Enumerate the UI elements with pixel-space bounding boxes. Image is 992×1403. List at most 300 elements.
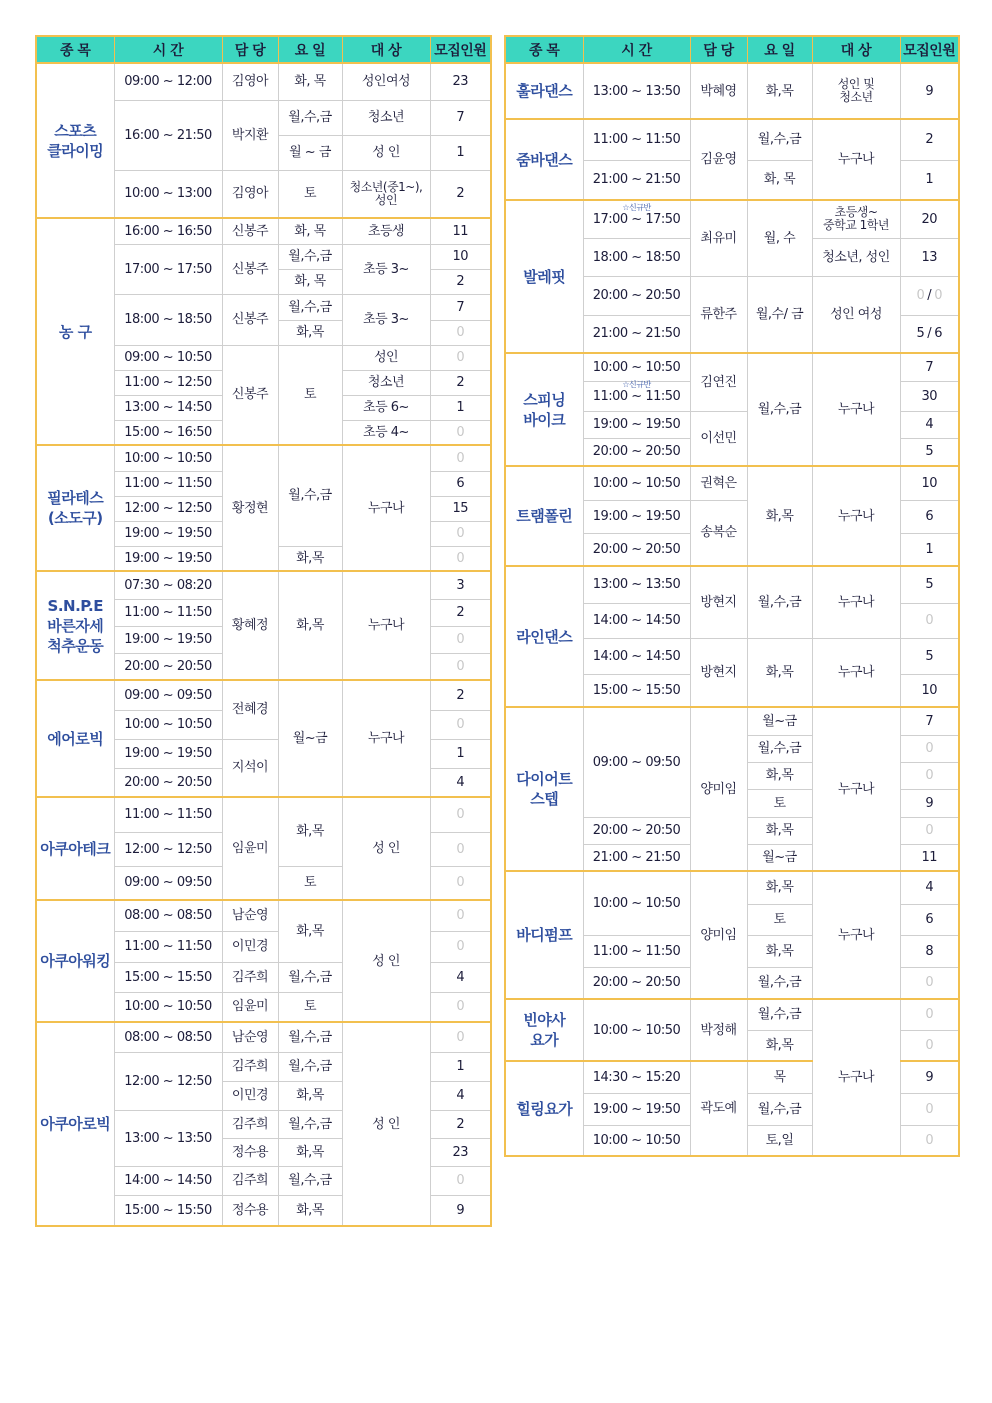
count-separator: / — [927, 326, 932, 342]
time-cell: 07:30 ~ 08:20 — [114, 571, 222, 599]
time-cell: 16:00 ~ 16:50 — [114, 218, 222, 244]
category-cell: S.N.P.E 바른자세 척추운동 — [36, 571, 114, 680]
target-cell: 청소년, 성인 — [812, 238, 900, 276]
teacher-cell: 양미임 — [690, 871, 747, 999]
count-cell: 6 — [430, 471, 491, 496]
days-cell: 화, 목 — [278, 218, 342, 244]
target-cell: 초등 3~ — [342, 294, 430, 345]
time-cell: 20:00 ~ 20:50 — [583, 967, 690, 999]
time-cell: 15:00 ~ 15:50 — [583, 674, 690, 707]
count-cell: 0 — [430, 992, 491, 1022]
category-cell: 필라테스 (소도구) — [36, 445, 114, 571]
target-cell: 누구나 — [812, 871, 900, 999]
count-cell: 4 — [430, 962, 491, 992]
count-cell: 10 — [900, 674, 959, 707]
time-cell: 20:00 ~ 20:50 — [583, 438, 690, 466]
time-cell: 09:00 ~ 12:00 — [114, 63, 222, 100]
count-separator: / — [927, 288, 932, 303]
time-cell: 20:00 ~ 20:50 — [114, 653, 222, 680]
time-cell: 10:00 ~ 10:50 — [583, 1125, 690, 1156]
time-cell: 18:00 ~ 18:50 — [583, 238, 690, 276]
days-cell: 토 — [278, 170, 342, 218]
count-cell: 23 — [430, 1138, 491, 1166]
days-cell: 화,목 — [747, 638, 812, 707]
time-with-badge — [592, 379, 681, 404]
days-cell: 토 — [747, 789, 812, 817]
days-cell: 월, 수 — [747, 200, 812, 276]
teacher-cell: 박정해 — [690, 999, 747, 1061]
header-row — [36, 36, 491, 63]
time-cell: 20:00 ~ 20:50 — [583, 276, 690, 315]
count-cell: 0 — [900, 967, 959, 999]
target-cell: 청소년(중1~), 성인 — [342, 170, 430, 218]
count-total: 0 — [934, 288, 942, 303]
count-cell: 2 — [430, 170, 491, 218]
teacher-cell: 신봉주 — [222, 294, 278, 345]
target-cell: 누구나 — [812, 638, 900, 707]
time-with-badge — [592, 202, 681, 227]
count-cell — [900, 315, 959, 353]
count-cell: 7 — [900, 353, 959, 381]
days-cell: 월,수,금 — [278, 294, 342, 320]
count-cell: 0 — [900, 762, 959, 789]
days-cell: 월,수/ 금 — [747, 276, 812, 353]
days-cell: 월,수,금 — [278, 244, 342, 269]
time-cell: 15:00 ~ 15:50 — [114, 1195, 222, 1226]
target-cell: 청소년 — [342, 100, 430, 135]
header-count: 모집인원 — [900, 36, 959, 63]
time-cell: 10:00 ~ 10:50 — [114, 445, 222, 471]
table-row — [36, 900, 491, 931]
header-teacher: 담 당 — [690, 36, 747, 63]
count-cell: 0 — [900, 1093, 959, 1125]
target-cell: 누구나 — [812, 999, 900, 1156]
count-cell: 0 — [430, 866, 491, 900]
time-cell: 09:00 ~ 09:50 — [583, 707, 690, 817]
count-cell: 2 — [430, 680, 491, 710]
teacher-cell: 황정현 — [222, 445, 278, 571]
category-cell: 스포츠 클라이밍 — [36, 63, 114, 218]
count-current: 0 — [916, 288, 925, 303]
count-cell: 2 — [430, 1110, 491, 1138]
teacher-cell: 신봉주 — [222, 218, 278, 244]
time-cell: 12:00 ~ 12:50 — [114, 832, 222, 866]
time-cell: 09:00 ~ 10:50 — [114, 345, 222, 370]
header-teacher: 담 당 — [222, 36, 278, 63]
teacher-cell: 방현지 — [690, 638, 747, 707]
schedule-table-right — [504, 35, 960, 1157]
count-current: 5 — [916, 326, 925, 342]
time-cell: 09:00 ~ 09:50 — [114, 866, 222, 900]
time-cell: 20:00 ~ 20:50 — [114, 768, 222, 797]
category-cell: 아쿠아테크 — [36, 797, 114, 900]
teacher-cell: 박지환 — [222, 100, 278, 170]
time-cell: 18:00 ~ 18:50 — [114, 294, 222, 345]
days-cell: 월,수,금 — [747, 735, 812, 762]
header-time: 시 간 — [583, 36, 690, 63]
count-cell: 5 — [900, 638, 959, 674]
time-cell: 10:00 ~ 10:50 — [583, 353, 690, 381]
count-cell: 0 — [430, 710, 491, 739]
teacher-cell: 최유미 — [690, 200, 747, 276]
count-cell: 9 — [900, 63, 959, 119]
teacher-cell: 임윤미 — [222, 992, 278, 1022]
target-cell: 성 인 — [342, 1022, 430, 1226]
count-cell: 0 — [900, 735, 959, 762]
table-row — [36, 680, 491, 710]
days-cell: 월~금 — [747, 844, 812, 871]
count-cell: 0 — [900, 1125, 959, 1156]
teacher-cell: 이선민 — [690, 411, 747, 466]
count-cell: 0 — [430, 900, 491, 931]
days-cell: 월,수,금 — [747, 566, 812, 638]
count-cell: 0 — [430, 1022, 491, 1052]
count-cell: 2 — [430, 599, 491, 626]
table-row — [505, 707, 959, 735]
table-row — [36, 63, 491, 100]
count-cell: 0 — [430, 931, 491, 962]
days-cell: 화, 목 — [278, 63, 342, 100]
days-cell: 화,목 — [278, 1081, 342, 1110]
teacher-cell: 김영아 — [222, 63, 278, 100]
schedule-table-left — [35, 35, 492, 1227]
time-cell: 12:00 ~ 12:50 — [114, 496, 222, 521]
teacher-cell: 정수용 — [222, 1138, 278, 1166]
target-cell: 성 인 — [342, 797, 430, 900]
days-cell: 월,수,금 — [278, 1022, 342, 1052]
target-cell: 초등생 — [342, 218, 430, 244]
new-class-badge: ☆신규반 — [622, 202, 651, 212]
header-days: 요 일 — [747, 36, 812, 63]
table-row — [36, 797, 491, 832]
days-cell: 토 — [278, 345, 342, 445]
count-cell: 9 — [430, 1195, 491, 1226]
time-cell: 19:00 ~ 19:50 — [114, 739, 222, 768]
category-cell: 훌라댄스 — [505, 63, 583, 119]
teacher-cell: 남순영 — [222, 900, 278, 931]
count-cell: 10 — [430, 244, 491, 269]
time-cell: 19:00 ~ 19:50 — [114, 546, 222, 571]
days-cell: 화,목 — [278, 900, 342, 962]
count-cell: 0 — [430, 626, 491, 653]
time-cell: 20:00 ~ 20:50 — [583, 533, 690, 566]
days-cell: 화, 목 — [747, 160, 812, 200]
time-cell: 19:00 ~ 19:50 — [583, 1093, 690, 1125]
time-cell: 15:00 ~ 16:50 — [114, 420, 222, 445]
teacher-cell: 김주희 — [222, 1166, 278, 1195]
target-cell: 누구나 — [812, 707, 900, 871]
table-row — [505, 566, 959, 603]
time-cell: 11:00 ~ 11:50 — [114, 931, 222, 962]
table-row — [505, 63, 959, 119]
count-cell: 6 — [900, 500, 959, 533]
time-cell: 10:00 ~ 10:50 — [583, 466, 690, 500]
target-cell: 성 인 — [342, 900, 430, 1022]
time-cell: 13:00 ~ 13:50 — [114, 1110, 222, 1166]
target-cell: 성인 및 청소년 — [812, 63, 900, 119]
header-category: 종 목 — [36, 36, 114, 63]
days-cell: 월,수,금 — [747, 967, 812, 999]
teacher-cell: 이민경 — [222, 1081, 278, 1110]
count-cell: 0 — [430, 445, 491, 471]
time-cell: 10:00 ~ 10:50 — [114, 992, 222, 1022]
category-cell: 줌바댄스 — [505, 119, 583, 200]
time-cell: 16:00 ~ 21:50 — [114, 100, 222, 170]
count-cell: 13 — [900, 238, 959, 276]
count-cell: 9 — [900, 789, 959, 817]
count-cell: 4 — [430, 1081, 491, 1110]
teacher-cell: 전혜경 — [222, 680, 278, 739]
count-cell: 7 — [900, 707, 959, 735]
days-cell: 월,수,금 — [278, 1052, 342, 1081]
count-cell: 7 — [430, 294, 491, 320]
teacher-cell: 곽도예 — [690, 1061, 747, 1156]
count-cell: 15 — [430, 496, 491, 521]
time-cell: 19:00 ~ 19:50 — [583, 411, 690, 438]
teacher-cell: 황혜정 — [222, 571, 278, 680]
time-cell: 21:00 ~ 21:50 — [583, 315, 690, 353]
count-cell: 2 — [430, 370, 491, 395]
count-cell: 5 — [900, 566, 959, 603]
header-target: 대 상 — [812, 36, 900, 63]
count-cell: 4 — [900, 411, 959, 438]
target-cell: 초등 4~ — [342, 420, 430, 445]
teacher-cell: 권혁은 — [690, 466, 747, 500]
category-cell: 에어로빅 — [36, 680, 114, 797]
time-cell: 19:00 ~ 19:50 — [583, 500, 690, 533]
time-cell — [583, 381, 690, 411]
days-cell: 월 ~ 금 — [278, 135, 342, 170]
category-cell: 아쿠아로빅 — [36, 1022, 114, 1226]
teacher-cell: 신봉주 — [222, 345, 278, 445]
count-cell: 0 — [900, 999, 959, 1030]
days-cell: 월,수,금 — [747, 999, 812, 1030]
days-cell: 화,목 — [747, 935, 812, 967]
time-cell: 14:30 ~ 15:20 — [583, 1061, 690, 1093]
count-cell: 0 — [900, 817, 959, 844]
days-cell: 월,수,금 — [278, 1166, 342, 1195]
category-cell: 트램폴린 — [505, 466, 583, 566]
target-cell: 초등 3~ — [342, 244, 430, 294]
days-cell: 화,목 — [747, 817, 812, 844]
time-cell: 14:00 ~ 14:50 — [583, 638, 690, 674]
teacher-cell: 남순영 — [222, 1022, 278, 1052]
days-cell: 목 — [747, 1061, 812, 1093]
count-cell — [900, 276, 959, 315]
time-cell: 13:00 ~ 13:50 — [583, 63, 690, 119]
days-cell: 화,목 — [278, 320, 342, 345]
table-row — [505, 353, 959, 381]
target-cell: 초등생~ 중학교 1학년 — [812, 200, 900, 238]
target-cell: 성인 — [342, 345, 430, 370]
category-cell: 빈야사 요가 — [505, 999, 583, 1061]
teacher-cell: 김윤영 — [690, 119, 747, 200]
count-cell: 0 — [900, 603, 959, 638]
header-target: 대 상 — [342, 36, 430, 63]
target-cell: 청소년 — [342, 370, 430, 395]
days-cell: 화,목 — [747, 466, 812, 566]
time-cell: 11:00 ~ 11:50 — [583, 935, 690, 967]
count-cell: 5 — [900, 438, 959, 466]
days-cell: 화,목 — [747, 1030, 812, 1061]
category-cell: 라인댄스 — [505, 566, 583, 707]
table-row — [505, 999, 959, 1030]
days-cell: 화,목 — [278, 546, 342, 571]
teacher-cell: 박혜영 — [690, 63, 747, 119]
count-cell: 30 — [900, 381, 959, 411]
days-cell: 토 — [278, 866, 342, 900]
table-row — [505, 200, 959, 238]
teacher-cell: 김주희 — [222, 1110, 278, 1138]
target-cell: 누구나 — [342, 571, 430, 680]
time-text: 11:00 ~ 11:50 — [592, 388, 681, 404]
time-cell: 20:00 ~ 20:50 — [583, 817, 690, 844]
table-row — [505, 871, 959, 904]
time-cell: 10:00 ~ 13:00 — [114, 170, 222, 218]
table-row — [36, 1022, 491, 1052]
count-cell: 0 — [430, 653, 491, 680]
count-cell: 0 — [430, 521, 491, 546]
target-cell: 초등 6~ — [342, 395, 430, 420]
count-cell: 4 — [900, 871, 959, 904]
count-cell: 0 — [430, 420, 491, 445]
count-cell: 1 — [900, 533, 959, 566]
count-cell: 1 — [430, 739, 491, 768]
days-cell: 월~금 — [278, 680, 342, 797]
time-cell: 11:00 ~ 12:50 — [114, 370, 222, 395]
count-cell: 11 — [900, 844, 959, 871]
time-cell: 10:00 ~ 10:50 — [114, 710, 222, 739]
time-cell: 09:00 ~ 09:50 — [114, 680, 222, 710]
count-cell: 0 — [430, 797, 491, 832]
teacher-cell: 지석이 — [222, 739, 278, 797]
target-cell: 성 인 — [342, 135, 430, 170]
count-cell: 8 — [900, 935, 959, 967]
days-cell: 토,일 — [747, 1125, 812, 1156]
teacher-cell: 김연진 — [690, 353, 747, 411]
count-cell: 7 — [430, 100, 491, 135]
header-category: 종 목 — [505, 36, 583, 63]
teacher-cell: 김주희 — [222, 1052, 278, 1081]
new-class-badge: ☆신규반 — [622, 379, 651, 389]
count-cell: 2 — [900, 119, 959, 160]
days-cell: 토 — [747, 904, 812, 935]
header-row — [505, 36, 959, 63]
time-cell: 15:00 ~ 15:50 — [114, 962, 222, 992]
target-cell: 성인여성 — [342, 63, 430, 100]
table-row — [36, 445, 491, 471]
table-row — [36, 571, 491, 599]
category-cell: 스피닝 바이크 — [505, 353, 583, 466]
count-cell: 1 — [900, 160, 959, 200]
time-cell: 13:00 ~ 14:50 — [114, 395, 222, 420]
time-cell: 21:00 ~ 21:50 — [583, 160, 690, 200]
count-cell: 10 — [900, 466, 959, 500]
count-cell: 1 — [430, 395, 491, 420]
days-cell: 월,수,금 — [747, 119, 812, 160]
target-cell: 누구나 — [342, 445, 430, 571]
time-cell: 21:00 ~ 21:50 — [583, 844, 690, 871]
count-cell: 6 — [900, 904, 959, 935]
table-row — [505, 466, 959, 500]
days-cell: 월,수,금 — [747, 1093, 812, 1125]
days-cell: 토 — [278, 992, 342, 1022]
days-cell: 화,목 — [747, 871, 812, 904]
count-cell: 0 — [430, 345, 491, 370]
target-cell: 성인 여성 — [812, 276, 900, 353]
days-cell: 월,수,금 — [278, 445, 342, 546]
time-cell: 11:00 ~ 11:50 — [114, 599, 222, 626]
time-cell: 08:00 ~ 08:50 — [114, 900, 222, 931]
days-cell: 월,수,금 — [278, 962, 342, 992]
teacher-cell: 김영아 — [222, 170, 278, 218]
time-cell: 11:00 ~ 11:50 — [114, 471, 222, 496]
days-cell: 화,목 — [278, 571, 342, 680]
count-cell: 0 — [430, 546, 491, 571]
count-cell: 4 — [430, 768, 491, 797]
teacher-cell: 류한주 — [690, 276, 747, 353]
teacher-cell: 정수용 — [222, 1195, 278, 1226]
category-cell: 다이어트 스텝 — [505, 707, 583, 871]
time-cell: 17:00 ~ 17:50 — [114, 244, 222, 294]
count-cell: 1 — [430, 1052, 491, 1081]
days-cell: 월,수,금 — [747, 353, 812, 466]
header-time: 시 간 — [114, 36, 222, 63]
days-cell: 화,목 — [278, 797, 342, 866]
target-cell: 누구나 — [812, 353, 900, 466]
header-count: 모집인원 — [430, 36, 491, 63]
count-cell: 0 — [900, 1030, 959, 1061]
count-cell: 20 — [900, 200, 959, 238]
count-cell: 0 — [430, 1166, 491, 1195]
time-cell: 11:00 ~ 11:50 — [114, 797, 222, 832]
teacher-cell: 송복순 — [690, 500, 747, 566]
time-cell: 11:00 ~ 11:50 — [583, 119, 690, 160]
count-cell: 23 — [430, 63, 491, 100]
count-cell: 11 — [430, 218, 491, 244]
teacher-cell: 양미임 — [690, 707, 747, 871]
count-cell: 0 — [430, 832, 491, 866]
time-cell — [583, 200, 690, 238]
target-cell: 누구나 — [812, 566, 900, 638]
time-cell: 12:00 ~ 12:50 — [114, 1052, 222, 1110]
count-cell: 2 — [430, 269, 491, 294]
days-cell: 화, 목 — [278, 269, 342, 294]
time-cell: 14:00 ~ 14:50 — [583, 603, 690, 638]
time-cell: 13:00 ~ 13:50 — [583, 566, 690, 603]
teacher-cell: 신봉주 — [222, 244, 278, 294]
count-cell: 3 — [430, 571, 491, 599]
time-text: 17:00 ~ 17:50 — [592, 211, 681, 227]
days-cell: 월~금 — [747, 707, 812, 735]
days-cell: 월,수,금 — [278, 1110, 342, 1138]
category-cell: 아쿠아워킹 — [36, 900, 114, 1022]
header-days: 요 일 — [278, 36, 342, 63]
days-cell: 월,수,금 — [278, 100, 342, 135]
time-cell: 08:00 ~ 08:50 — [114, 1022, 222, 1052]
teacher-cell: 김주희 — [222, 962, 278, 992]
count-cell: 1 — [430, 135, 491, 170]
time-cell: 10:00 ~ 10:50 — [583, 871, 690, 935]
target-cell: 누구나 — [812, 119, 900, 200]
days-cell: 화,목 — [747, 63, 812, 119]
category-cell: 바디펌프 — [505, 871, 583, 999]
category-cell: 발레핏 — [505, 200, 583, 353]
count-total: 6 — [934, 326, 942, 342]
table-row — [36, 218, 491, 244]
time-cell: 14:00 ~ 14:50 — [114, 1166, 222, 1195]
time-cell: 19:00 ~ 19:50 — [114, 521, 222, 546]
